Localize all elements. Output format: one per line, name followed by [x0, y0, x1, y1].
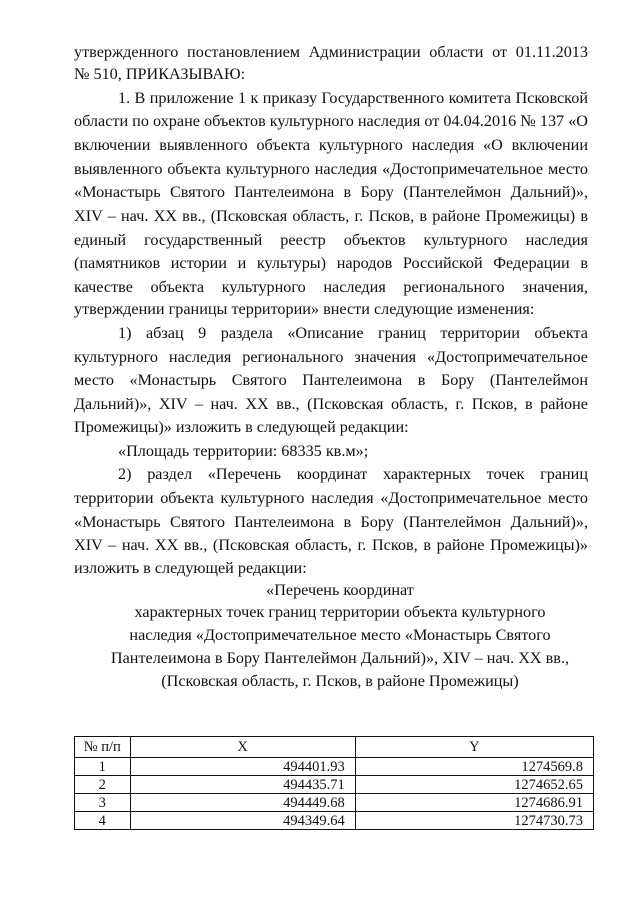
cell-x: 494349.64	[130, 812, 355, 830]
paragraph-2-line: Промежицы)» изложить в следующей редакции:	[74, 418, 409, 436]
paragraph-4-line: «Монастырь Святого Пантелеимона в Бору (Пантелеймон Дальний)»,	[74, 513, 588, 531]
paragraph-1-line: области по охране объектов культурного наследия от 04.04.2016 № 137 «О	[74, 112, 588, 130]
column-header-x: X	[130, 737, 355, 758]
coordinates-table	[74, 736, 594, 830]
table-row	[75, 794, 594, 812]
paragraph-2-line: 1) абзац 9 раздела «Описание границ территории объекта	[118, 324, 588, 342]
table-header-row	[75, 737, 594, 758]
cell-y: 1274730.73	[355, 812, 593, 830]
area-line: «Площадь территории: 68335 кв.м»;	[118, 442, 369, 460]
cell-x: 494449.68	[130, 794, 355, 812]
table-row	[75, 758, 594, 776]
table-heading-line: наследия «Достопримечательное место «Монастырь Святого	[129, 626, 551, 644]
table-heading-line: (Псковская область, г. Псков, в районе Промежицы)	[161, 672, 519, 690]
table-heading-line: «Перечень координат	[266, 581, 414, 599]
table-heading-line: характерных точек границ территории объекта культурного	[134, 603, 546, 621]
cell-y: 1274652.65	[355, 776, 593, 794]
paragraph-4-line: территории объекта культурного наследия «Достопримечательное место	[74, 489, 588, 507]
table-row	[75, 812, 594, 830]
cell-number: 2	[75, 776, 131, 794]
paragraph-1-line: единый государственный реестр объектов культурного наследия	[74, 231, 588, 249]
cell-number: 1	[75, 758, 131, 776]
cell-y: 1274686.91	[355, 794, 593, 812]
paragraph-1-line: XIV – нач. XX вв., (Псковская область, г. Псков, в районе Промежицы) в	[74, 207, 588, 225]
cell-x: 494401.93	[130, 758, 355, 776]
column-header-number: № п/п	[75, 737, 131, 758]
paragraph-4-line: изложить в следующей редакции:	[74, 559, 307, 577]
paragraph-2-line: место «Монастырь Святого Пантелеимона в Бору (Пантелеймон	[74, 371, 588, 389]
paragraph-1-line: включении выявленного объекта культурного наследия «О включении	[74, 136, 588, 154]
cell-number: 3	[75, 794, 131, 812]
cell-y: 1274569.8	[355, 758, 593, 776]
cell-number: 4	[75, 812, 131, 830]
paragraph-1-line: выявленного объекта культурного наследия «Достопримечательное место	[74, 160, 588, 178]
paragraph-4-line: 2) раздел «Перечень координат характерных точек границ	[118, 465, 588, 483]
paragraph-1-line: качестве объекта культурного наследия регионального значения,	[74, 278, 588, 296]
cell-x: 494435.71	[130, 776, 355, 794]
paragraph-1-line: (памятников истории и культуры) народов Российской Федерации в	[74, 254, 588, 272]
column-header-y: Y	[355, 737, 593, 758]
paragraph-2-line: Дальний)», XIV – нач. XX вв., (Псковская область, г. Псков, в районе	[74, 395, 588, 413]
paragraph-1-line: «Монастырь Святого Пантелеимона в Бору (Пантелеймон Дальний)»,	[74, 183, 588, 201]
table-row	[75, 776, 594, 794]
paragraph-2-line: культурного наследия регионального значения «Достопримечательное	[74, 348, 588, 366]
intro-line: № 510, ПРИКАЗЫВАЮ:	[74, 65, 246, 83]
paragraph-1-line: утверждении границы территории» внести следующие изменения:	[74, 300, 535, 318]
table-heading-line: Пантелеимона в Бору Пантелеймон Дальний)», XIV – нач. XX вв.,	[110, 649, 570, 667]
intro-line: утвержденного постановлением Администрации области от 01.11.2013	[74, 43, 588, 61]
paragraph-4-line: XIV – нач. XX вв., (Псковская область, г. Псков, в районе Промежицы)»	[74, 536, 588, 554]
paragraph-1-line: 1. В приложение 1 к приказу Государственного комитета Псковской	[118, 89, 588, 107]
